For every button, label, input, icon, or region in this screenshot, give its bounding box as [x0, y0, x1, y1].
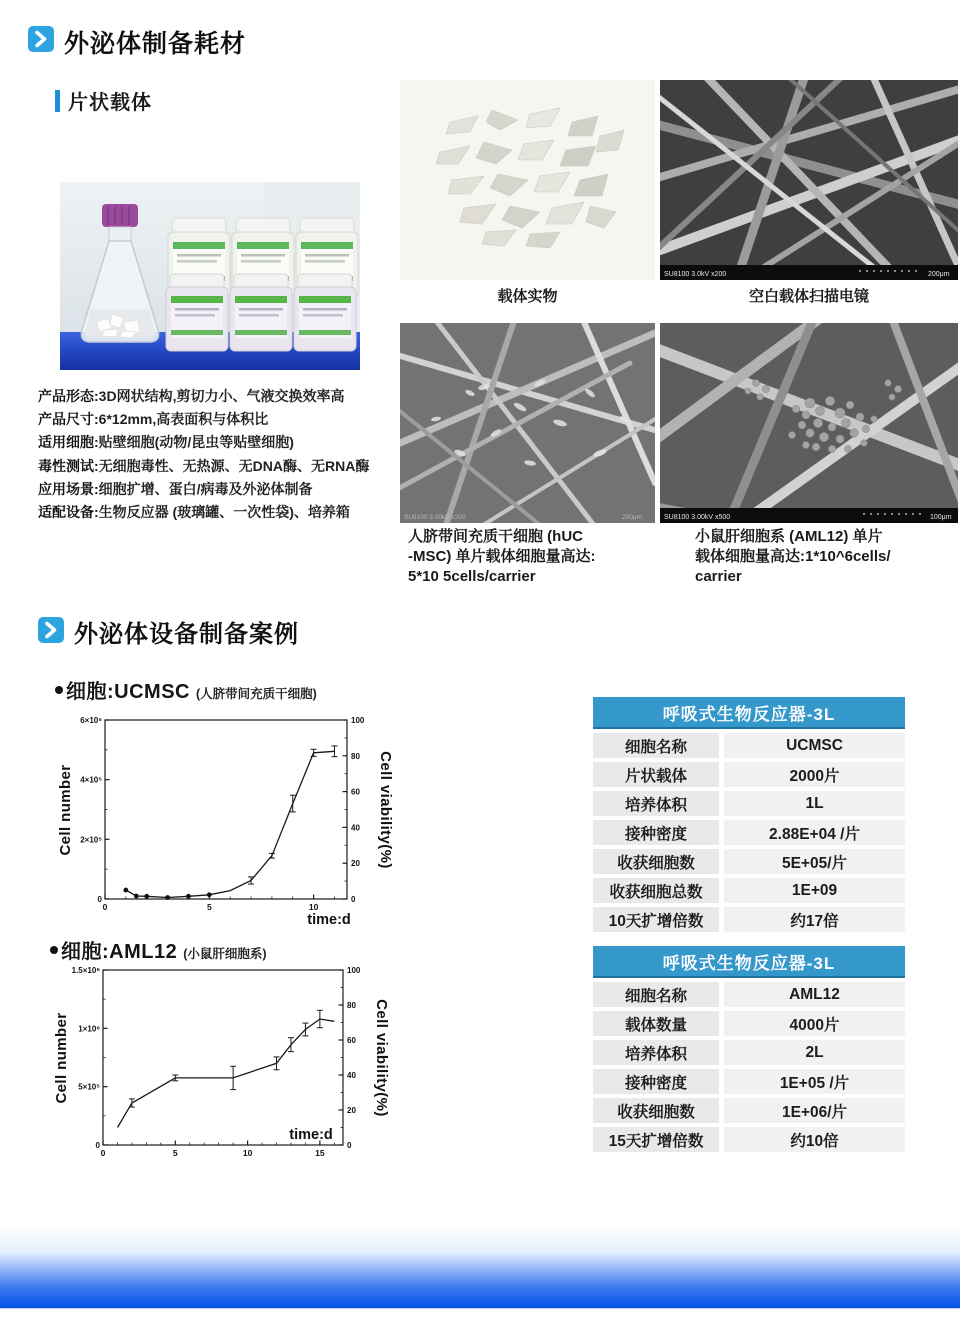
row-value: 1L: [724, 791, 905, 816]
svg-text:60: 60: [351, 787, 360, 797]
row-value: UCMSC: [724, 733, 905, 758]
row-label: 片状载体: [593, 762, 719, 787]
hucmsc-caption: [408, 527, 658, 587]
case-prefix: 细胞:: [66, 681, 115, 703]
bullet-icon: [55, 686, 63, 694]
carrier-flakes-svg: [400, 80, 655, 280]
svg-text:80: 80: [347, 1001, 356, 1010]
svg-text:Cell viability(%): Cell viability(%): [377, 751, 394, 869]
spec-label: 毒性测试:: [38, 457, 99, 474]
svg-text:1×10⁶: 1×10⁶: [78, 1024, 100, 1034]
svg-text:5: 5: [206, 902, 212, 912]
table-title: 呼吸式生物反应器-3L: [593, 697, 905, 729]
section-arrow-icon: [28, 26, 54, 52]
table-row: [593, 762, 905, 787]
svg-text:0: 0: [347, 1141, 352, 1150]
svg-text:0: 0: [95, 1141, 100, 1150]
row-label: 细胞名称: [593, 733, 719, 758]
table-row: [593, 791, 905, 816]
bioreactor-table-aml12: [593, 946, 905, 1152]
svg-text:5×10⁵: 5×10⁵: [78, 1082, 100, 1092]
footer-gradient-band: [0, 1226, 960, 1309]
table-row: [593, 1098, 905, 1123]
row-value: 1E+06/片: [724, 1098, 905, 1123]
aml12-sem-svg: [660, 323, 958, 523]
hucmsc-sem-svg: [400, 323, 655, 523]
aml12-caption: [695, 527, 955, 587]
sem-instrument-label: SU8100 3.00kV x500: [664, 514, 731, 521]
svg-text:40: 40: [351, 823, 360, 833]
row-label: 收获细胞数: [593, 849, 719, 874]
row-label: 接种密度: [593, 820, 719, 845]
row-label: 接种密度: [593, 1069, 719, 1094]
section-arrow-icon: [38, 617, 64, 643]
spec-label: 适配设备:: [38, 504, 99, 521]
case-name: AML12: [109, 941, 178, 963]
svg-text:10: 10: [242, 1148, 253, 1158]
caption-line: 5*10 5cells/carrier: [408, 568, 536, 585]
aml12-growth-chart: [53, 958, 393, 1178]
spec-label: 产品形态:: [38, 388, 99, 404]
table-row: [593, 849, 905, 874]
sem-instrument-label: SU8100 3.00kV x200: [404, 514, 466, 521]
svg-text:2×10⁵: 2×10⁵: [80, 835, 102, 845]
caption-line: 载体细胞量高达:1*10^6cells/: [695, 548, 891, 565]
sem-scale-label: 200μm: [622, 514, 643, 521]
spec-value: 生物反应器 (玻璃罐、一次性袋)、培养箱: [98, 504, 350, 521]
caption-line: carrier: [695, 568, 742, 585]
caption-line: 人脐带间充质干细胞 (hUC: [408, 528, 583, 545]
product-photo: [60, 182, 360, 370]
caption-line: -MSC) 单片载体细胞量高达:: [408, 548, 596, 565]
row-value: 1E+05 /片: [724, 1069, 905, 1094]
svg-text:80: 80: [351, 751, 360, 761]
section2-title: 外泌体设备制备案例: [74, 621, 299, 648]
row-value: 1E+09: [724, 878, 905, 903]
svg-text:6×10⁵: 6×10⁵: [80, 716, 102, 725]
row-label: 培养体积: [593, 791, 719, 816]
svg-text:20: 20: [347, 1106, 356, 1115]
table-body: [593, 733, 905, 932]
svg-text:0: 0: [102, 902, 108, 912]
table-row: [593, 1011, 905, 1036]
row-label: 培养体积: [593, 1040, 719, 1065]
subsection-title: 片状载体: [68, 92, 152, 114]
row-label: 15天扩增倍数: [593, 1127, 719, 1152]
spec-value: 贴壁细胞(动物/昆虫等贴壁细胞): [98, 434, 294, 451]
bullet-icon: [50, 946, 58, 954]
table-row: [593, 878, 905, 903]
table-row: [593, 1127, 905, 1152]
chevron-right-icon: [38, 617, 64, 643]
table-row: [593, 1040, 905, 1065]
hucmsc-sem-image: [400, 323, 655, 523]
row-value: 约10倍: [724, 1127, 905, 1152]
row-value: 4000片: [724, 1011, 905, 1036]
row-label: 细胞名称: [593, 982, 719, 1007]
case-note: (小鼠肝细胞系): [183, 947, 267, 961]
sem-instrument-label: SU8100 3.0kV x200: [664, 271, 727, 278]
spec-line: [38, 431, 398, 454]
svg-text:0: 0: [97, 895, 102, 904]
table-row: [593, 733, 905, 758]
table-title: 呼吸式生物反应器-3L: [593, 946, 905, 978]
case-note: (人脐带间充质干细胞): [196, 687, 317, 701]
spec-label: 产品尺寸:: [38, 411, 99, 428]
page-title: 外泌体制备耗材: [64, 30, 247, 58]
subsection-header: [55, 86, 152, 115]
chevron-right-icon: [28, 26, 54, 52]
sem-scale-label: 100μm: [930, 514, 952, 521]
svg-text:Cell number: Cell number: [57, 764, 74, 856]
svg-text:15: 15: [315, 1148, 325, 1158]
svg-text:0: 0: [351, 895, 356, 904]
svg-text:20: 20: [351, 859, 360, 869]
ucmsc-growth-chart: [57, 698, 397, 933]
svg-text:1.5×10⁶: 1.5×10⁶: [71, 966, 100, 975]
spec-value: 3D网状结构,剪切力小、气液交换效率高: [98, 388, 345, 404]
row-value: 5E+05/片: [724, 849, 905, 874]
spec-line: [38, 501, 398, 524]
aml12-sem-image: [660, 323, 958, 523]
spec-line: [38, 385, 398, 408]
row-value: 2L: [724, 1040, 905, 1065]
svg-text:0: 0: [100, 1148, 106, 1158]
svg-text:100: 100: [351, 716, 365, 725]
product-photo-image: [60, 182, 360, 370]
table-row: [593, 907, 905, 932]
spec-label: 应用场景:: [38, 480, 99, 497]
row-label: 收获细胞数: [593, 1098, 719, 1123]
spec-line: [38, 478, 398, 501]
row-value: 2.88E+04 /片: [724, 820, 905, 845]
svg-text:time:d: time:d: [289, 1127, 333, 1143]
svg-text:10: 10: [308, 902, 319, 912]
spec-line: [38, 455, 398, 478]
svg-text:100: 100: [347, 966, 361, 975]
svg-text:Cell number: Cell number: [53, 1012, 70, 1104]
svg-text:4×10⁵: 4×10⁵: [80, 775, 102, 785]
spec-value: 无细胞毒性、无热源、无DNA酶、无RNA酶: [98, 457, 370, 474]
spec-value: 6*12mm,高表面积与体积比: [98, 411, 269, 428]
case-name: UCMSC: [114, 681, 191, 703]
spec-line: [38, 408, 398, 431]
caption-line: 小鼠肝细胞系 (AML12) 单片: [695, 528, 883, 545]
svg-text:time:d: time:d: [307, 912, 351, 928]
table-body: [593, 982, 905, 1152]
svg-text:60: 60: [347, 1036, 356, 1045]
carrier-jars-front-row: [166, 274, 356, 351]
carrier-photo-caption: 载体实物: [497, 288, 558, 305]
svg-text:5: 5: [172, 1148, 178, 1158]
spec-value: 细胞扩增、蛋白/病毒及外泌体制备: [98, 480, 313, 497]
spec-label: 适用细胞:: [38, 434, 99, 451]
bioreactor-table-ucmsc: [593, 697, 905, 932]
blank-carrier-sem-image: [660, 80, 958, 280]
blank-carrier-sem-svg: [660, 80, 958, 280]
table-row: [593, 982, 905, 1007]
case-prefix: 细胞:: [61, 941, 110, 963]
svg-text:40: 40: [347, 1071, 356, 1080]
row-label: 10天扩增倍数: [593, 907, 719, 932]
table-row: [593, 1069, 905, 1094]
row-value: 约17倍: [724, 907, 905, 932]
svg-text:Cell viability(%): Cell viability(%): [373, 999, 390, 1117]
sem-scale-label: 200μm: [928, 271, 950, 278]
carrier-flakes-image: [400, 80, 655, 280]
row-value: AML12: [724, 982, 905, 1007]
product-spec-list: [38, 385, 398, 524]
accent-bar: [55, 90, 60, 112]
row-value: 2000片: [724, 762, 905, 787]
table-row: [593, 820, 905, 845]
row-label: 收获细胞总数: [593, 878, 719, 903]
blank-sem-caption: 空白载体扫描电镜: [748, 288, 869, 305]
row-label: 载体数量: [593, 1011, 719, 1036]
